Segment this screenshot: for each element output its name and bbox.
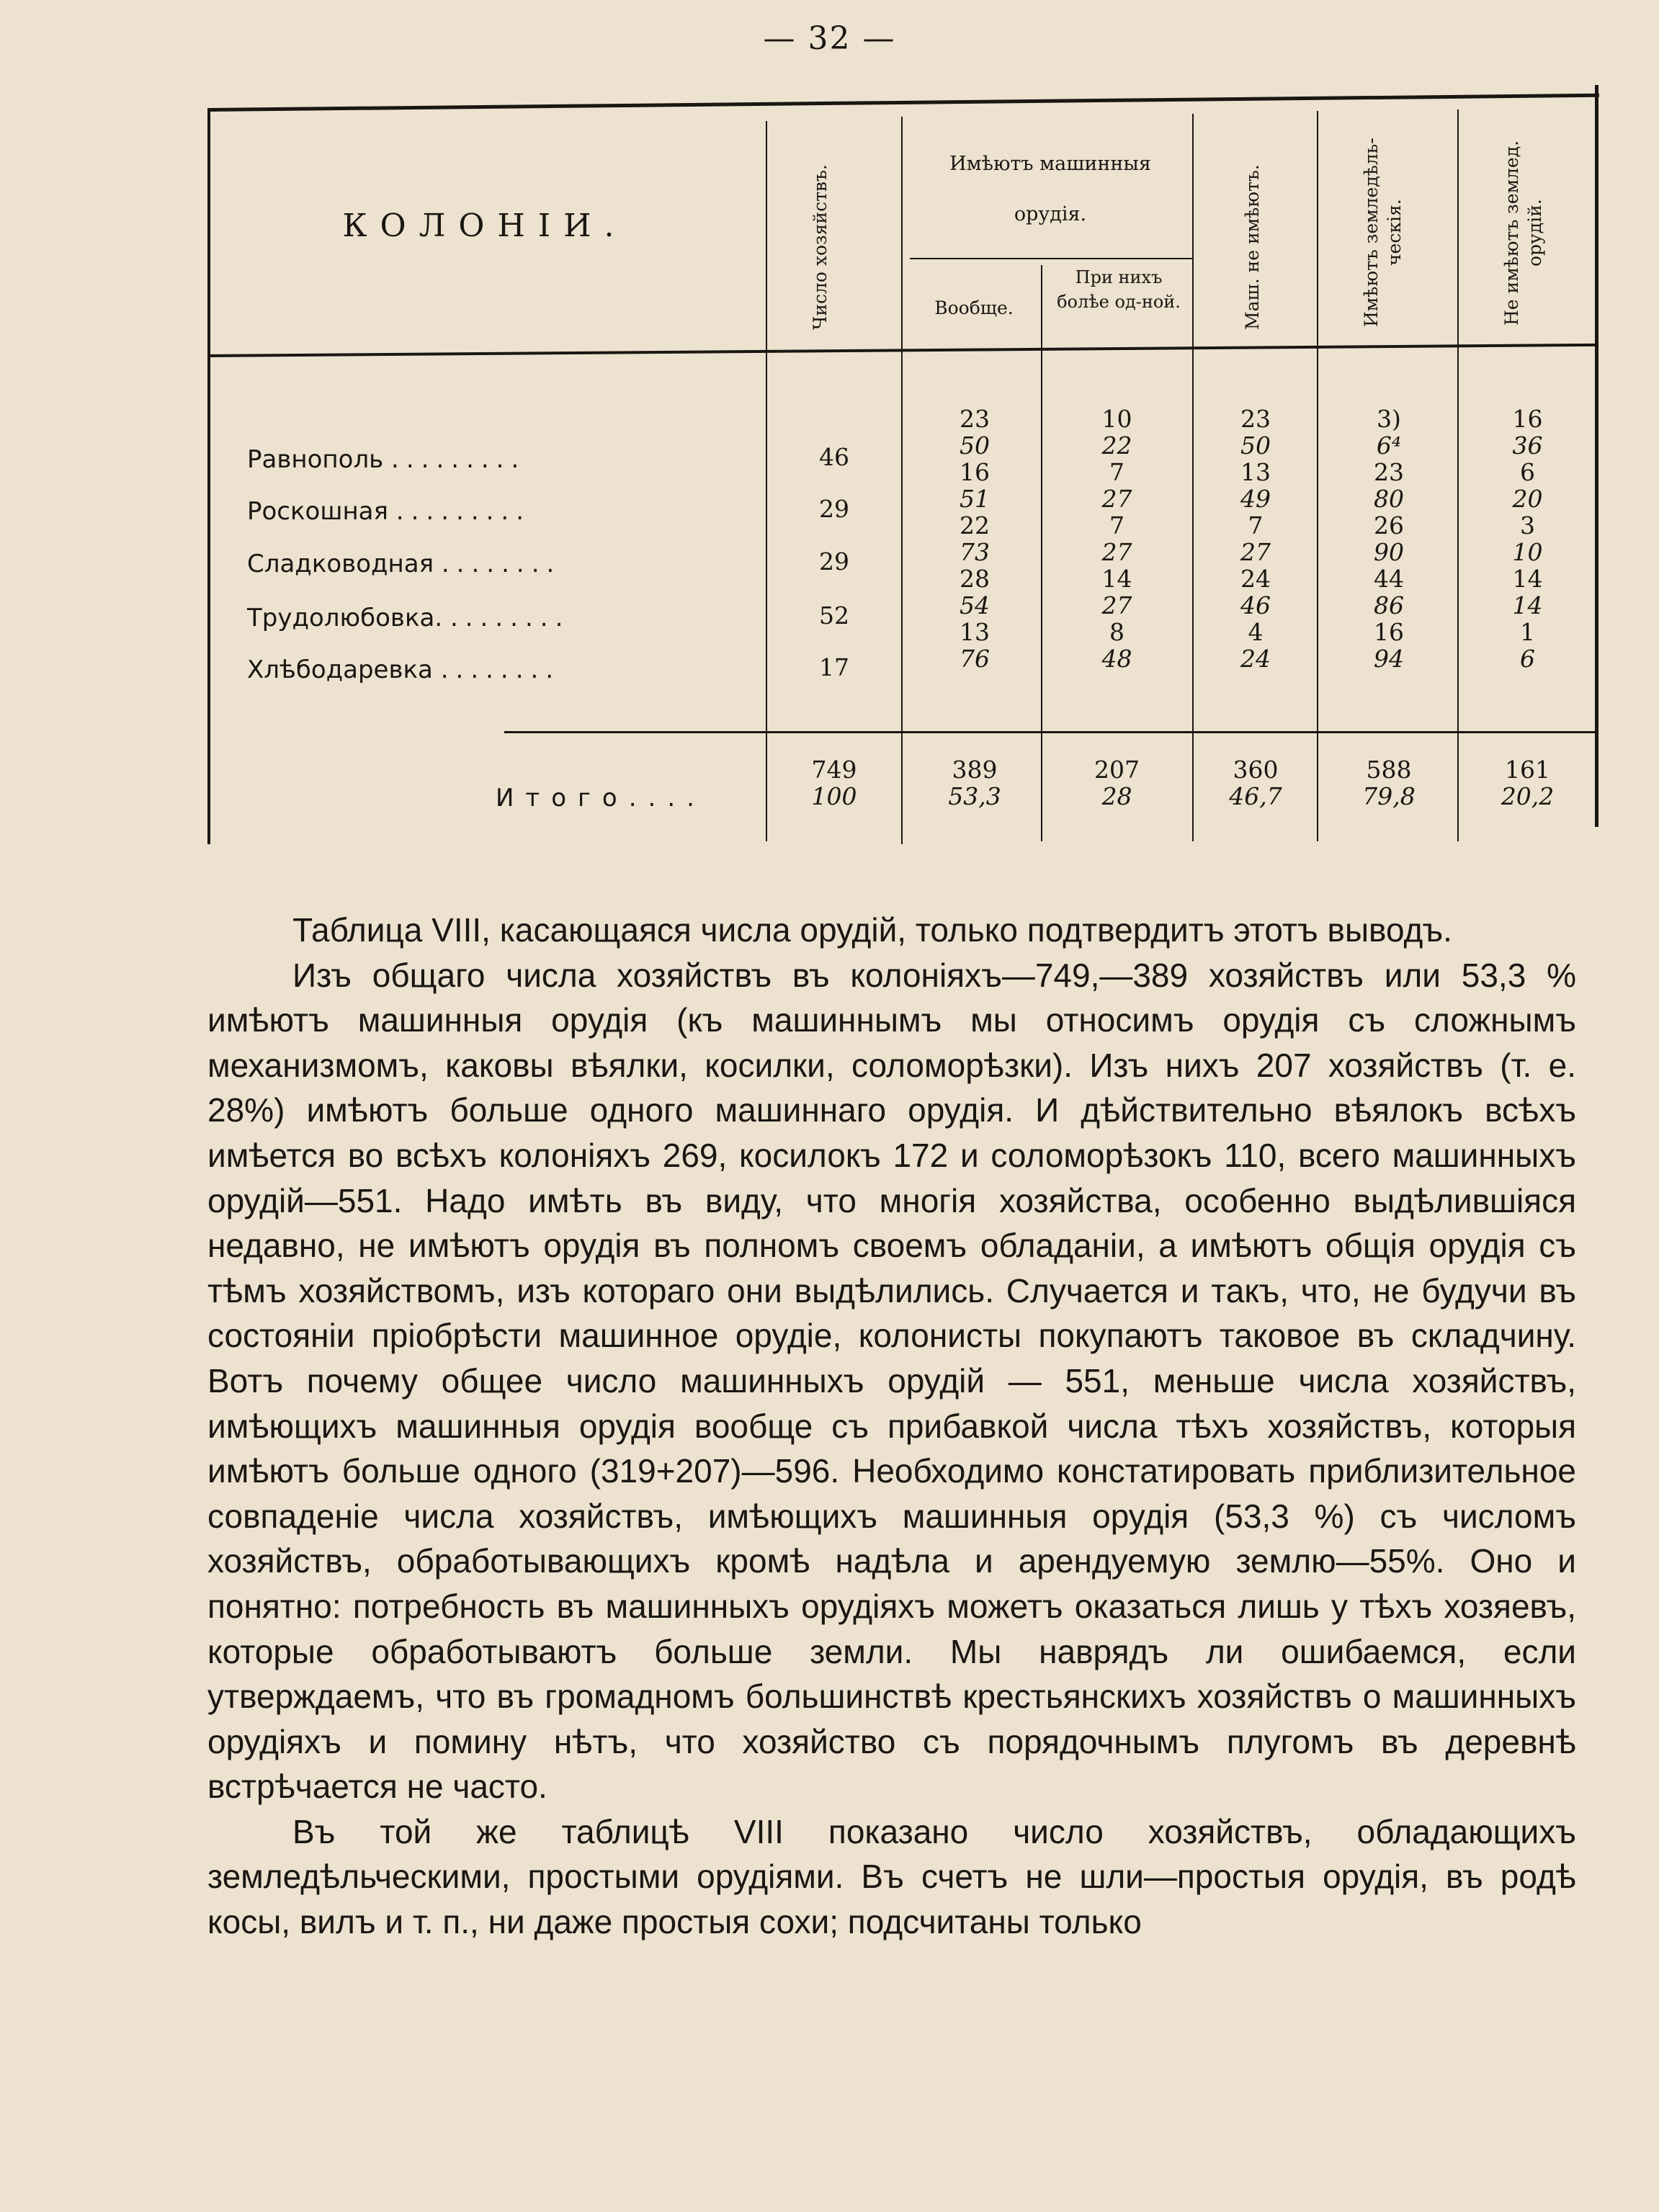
no-machines-percent: 46 — [1240, 591, 1271, 619]
col-divider-1 — [766, 121, 767, 841]
colony-name: Равнополь ......... — [247, 445, 527, 474]
col-divider-2 — [901, 117, 903, 844]
total-label: Итого.... — [496, 784, 706, 812]
households-cell: 29 — [819, 547, 849, 576]
households-cell: 52 — [819, 601, 849, 630]
more-than-one-percent: 48 — [1101, 645, 1132, 673]
more-than-one-percent: 27 — [1101, 538, 1132, 566]
colony-name: Сладководная ........ — [247, 550, 562, 578]
col-divider-4 — [1192, 114, 1194, 841]
paragraph: Въ той же таблицѣ VIII показано число хозяйствъ, обладающихъ земледѣльческими, простыми орудіями. Въ счетъ не шли—простыя орудія, въ родѣ косы, вилъ и т. п., ни даже простыя сохи; подсчитаны только — [207, 1812, 1576, 1941]
in-general-percent: 51 — [960, 485, 990, 513]
total-households-percent: 100 — [811, 782, 857, 810]
no-agricultural-count: 6 — [1520, 458, 1535, 486]
paragraph: Изъ общаго числа хозяйствъ въ колоніяхъ—749,—389 хозяйствъ или 53,3 % имѣютъ машинныя орудія (къ машиннымъ мы относимъ орудія съ сложнымъ механизмомъ, каковы вѣялки, косилки, соломорѣзки). Изъ нихъ 207 хозяйствъ (т. е. 28%) имѣютъ больше одного машиннаго орудія. И дѣйствительно вѣялокъ всѣхъ имѣется во всѣхъ колоніяхъ 269, косилокъ 172 и соломорѣзокъ 110, всего машинныхъ орудій—551. Надо имѣть въ виду, что многія хозяйства, особенно выдѣлившіяся недавно, не имѣютъ орудія въ полномъ своемъ обладаніи, а имѣютъ общія орудія съ тѣмъ хозяйствомъ, изъ котораго они выдѣлились. Случается и такъ, что, не будучи въ состояніи пріобрѣсти машинное орудіе, колонисты покупаютъ таковое въ складчину. Вотъ почему общее число машинныхъ орудій — 551, меньше числа хозяйствъ, имѣющихъ машинныя орудія вообще съ прибавкой числа тѣхъ хозяйствъ, которыя имѣютъ больше одного (319+207)—596. Необходимо констатировать приблизительное совпаденіе числа хозяйствъ, имѣющихъ машинныя орудія (53,3 %) съ числомъ хозяйствъ, обработывающихъ кромѣ надѣла и арендуемую землю—55%. Оно и понятно: потребность въ машинныхъ орудіяхъ можетъ оказаться лишь у тѣхъ хозяевъ, которые обработываютъ больше земли. Мы наврядъ ли ошибаемся, если утверждаемъ, что въ громадномъ большинствѣ крестьянскихъ хозяйствъ о машинныхъ орудіяхъ и помину нѣтъ, что хозяйство съ порядочнымъ плугомъ въ деревнѣ встрѣчается не часто. — [207, 956, 1576, 1806]
total-agricultural-count: 588 — [1366, 756, 1412, 784]
colony-name: Роскошная ......... — [247, 497, 532, 526]
in-general-count: 28 — [960, 565, 990, 593]
agricultural-percent: 90 — [1374, 538, 1404, 566]
col-divider-6 — [1457, 109, 1459, 841]
total-households-count: 749 — [811, 756, 857, 784]
no-agricultural-count: 3 — [1520, 511, 1535, 539]
no-machines-percent: 49 — [1240, 485, 1271, 513]
agricultural-percent: 80 — [1374, 485, 1404, 513]
households-cell: 46 — [819, 443, 849, 471]
total-no-machines-percent: 46,7 — [1229, 782, 1282, 810]
more-than-one-header: При нихъ болѣе од-ной. — [1057, 267, 1181, 312]
machine-tools-header-label: Имѣютъ машинныя орудія. — [949, 153, 1151, 225]
table-right-rule — [1595, 85, 1598, 827]
more-than-one-count: 7 — [1109, 511, 1124, 539]
in-general-count: 13 — [960, 618, 990, 646]
no-agricultural-count: 16 — [1512, 405, 1543, 433]
no-agricultural-count: 14 — [1512, 565, 1543, 593]
agricultural-percent: 6⁴ — [1376, 431, 1402, 460]
total-more-than-one-count: 207 — [1094, 756, 1140, 784]
no-agricultural-percent: 36 — [1512, 431, 1543, 460]
more-than-one-percent: 27 — [1101, 485, 1132, 513]
totals-rule — [504, 731, 1598, 733]
in-general-count: 16 — [960, 458, 990, 486]
agricultural-count: 23 — [1374, 458, 1404, 486]
agricultural-count: 3) — [1377, 405, 1401, 433]
more-than-one-count: 10 — [1101, 405, 1132, 433]
in-general-percent: 50 — [960, 431, 990, 460]
no-agricultural-percent: 10 — [1512, 538, 1543, 566]
total-agricultural-percent: 79,8 — [1362, 782, 1416, 810]
colonies-header: КОЛОНІИ. — [342, 207, 627, 244]
agricultural-header: Имѣютъ земледѣль-ческія. — [1361, 138, 1405, 328]
more-than-one-count: 14 — [1101, 565, 1132, 593]
more-than-one-count: 7 — [1109, 458, 1124, 486]
total-in-general-percent: 53,3 — [948, 782, 1001, 810]
more-than-one-percent: 22 — [1101, 431, 1132, 460]
total-in-general-count: 389 — [952, 756, 998, 784]
agricultural-count: 16 — [1374, 618, 1404, 646]
no-machines-count: 7 — [1248, 511, 1264, 539]
no-machines-count: 24 — [1240, 565, 1271, 593]
no-agricultural-percent: 14 — [1512, 591, 1543, 619]
agricultural-percent: 94 — [1374, 645, 1404, 673]
paragraph: Таблица VIII, касающаяся числа орудій, только подтвердитъ этотъ выводъ. — [292, 911, 1452, 949]
more-than-one-percent: 27 — [1101, 591, 1132, 619]
body-text — [207, 908, 1576, 1945]
no-machines-percent: 24 — [1240, 645, 1271, 673]
table-top-rule — [207, 94, 1599, 112]
agricultural-percent: 86 — [1374, 591, 1404, 619]
in-general-count: 22 — [960, 511, 990, 539]
in-general-header: Вообще. — [934, 297, 1014, 318]
no-machines-count: 23 — [1240, 405, 1271, 433]
no-machines-percent: 27 — [1240, 538, 1271, 566]
col-divider-5 — [1317, 111, 1318, 841]
machine-subheader-rule — [910, 258, 1192, 259]
in-general-percent: 73 — [960, 538, 990, 566]
total-no-agricultural-percent: 20,2 — [1501, 782, 1555, 810]
colony-name: Хлѣбодаревка ........ — [247, 655, 561, 684]
households-cell: 17 — [819, 653, 849, 681]
no-agricultural-percent: 6 — [1520, 645, 1535, 673]
no-agricultural-count: 1 — [1520, 618, 1535, 646]
total-more-than-one-percent: 28 — [1101, 782, 1132, 810]
agricultural-count: 44 — [1374, 565, 1404, 593]
total-no-machines-count: 360 — [1233, 756, 1279, 784]
more-than-one-count: 8 — [1109, 618, 1124, 646]
in-general-percent: 54 — [960, 591, 990, 619]
no-agricultural-percent: 20 — [1512, 485, 1543, 513]
page-number: — 32 — — [763, 20, 896, 57]
no-agricultural-header: Не имѣютъ землед. орудій. — [1501, 140, 1545, 326]
no-machines-count: 4 — [1248, 618, 1264, 646]
in-general-percent: 76 — [960, 645, 990, 673]
total-no-agricultural-count: 161 — [1505, 756, 1550, 784]
statistics-table — [207, 85, 1599, 848]
agricultural-count: 26 — [1374, 511, 1404, 539]
colony-name: Трудолюбовка. ........ — [247, 604, 571, 632]
machine-tools-header — [921, 139, 1180, 240]
no-machines-count: 13 — [1240, 458, 1271, 486]
households-header: Число хозяйствъ. — [810, 164, 831, 330]
households-cell: 29 — [819, 495, 849, 523]
no-machines-percent: 50 — [1240, 431, 1271, 460]
no-machines-header: Маш. не имѣютъ. — [1242, 164, 1263, 330]
in-general-count: 23 — [960, 405, 990, 433]
